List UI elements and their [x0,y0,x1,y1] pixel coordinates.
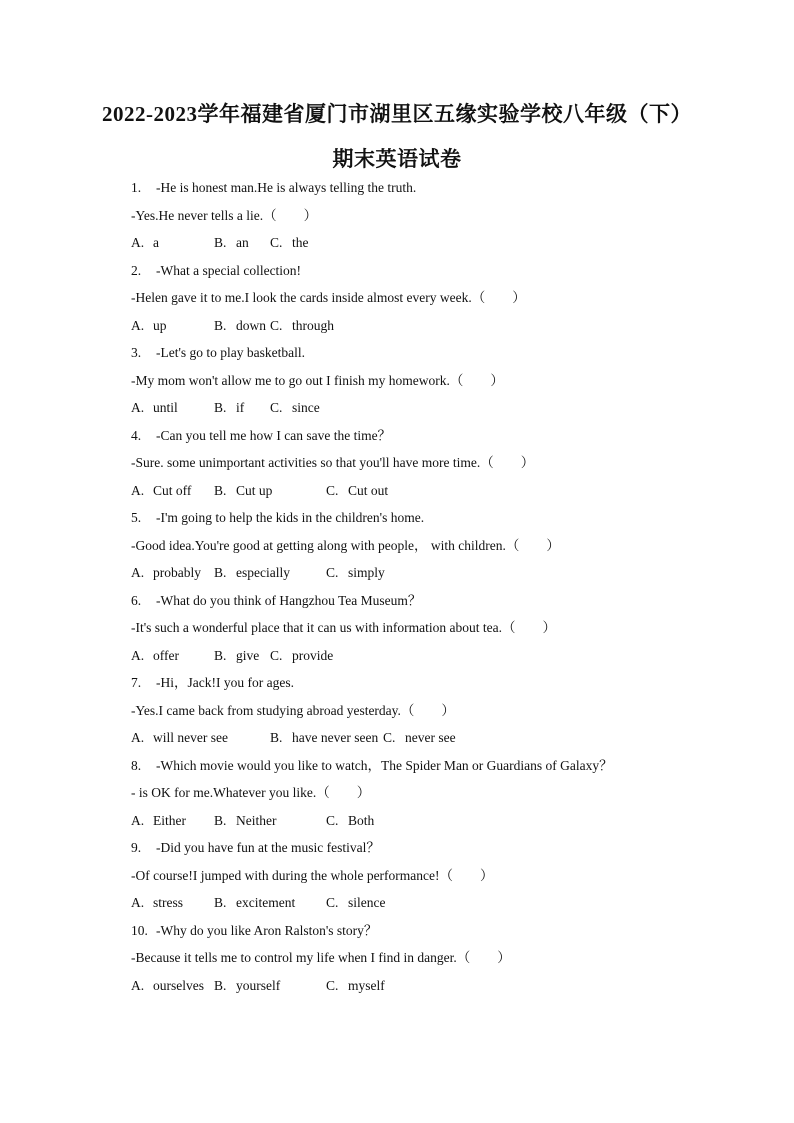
option-c[interactable] [326,813,374,829]
question-number: 9. [131,840,142,855]
option-letter: C. [326,565,339,580]
option-a[interactable] [131,565,201,581]
option-text: Cut out [348,482,389,498]
question-stem [131,593,421,609]
option-letter: A. [131,977,145,993]
option-a[interactable] [131,400,178,416]
option-text: especially [236,565,290,580]
answer-line: -Of course!I jumped with during the whole performance!（ ） [131,867,494,883]
question-text: -Did you have fun at the music festival？ [156,840,380,855]
answer-line: -Good idea.You're good at getting along with people， with children.（ ） [131,537,560,553]
question-stem [131,428,391,444]
option-c[interactable] [383,730,456,746]
option-text: the [292,235,309,250]
option-text: Cut up [236,482,273,498]
answer-line: -Helen gave it to me.I look the cards inside almost every week.（ ） [131,290,526,305]
option-b[interactable] [214,648,259,664]
option-a[interactable] [131,813,186,829]
option-c[interactable] [326,978,385,994]
option-letter: C. [270,235,283,250]
option-letter: B. [214,812,227,828]
option-text: simply [348,565,385,580]
option-text: provide [292,647,334,663]
answer-line: -Because it tells me to control my life when I find in danger.（ ） [131,950,511,965]
question-stem [131,840,380,856]
document-title: 2022-2023学年福建省厦门市湖里区五缘实验学校八年级（下） [102,102,692,126]
option-text: give [236,647,260,663]
option-text: Both [348,812,375,828]
question-number: 2. [131,262,142,278]
answer-line: -Yes.I came back from studying abroad yesterday.（ ） [131,702,455,718]
option-letter: C. [326,895,339,910]
option-text: will never see [153,730,228,745]
option-text: offer [153,647,179,663]
option-text: since [292,400,320,415]
question-number: 8. [131,757,142,773]
option-letter: C. [326,482,339,498]
option-letter: C. [270,317,283,333]
document-subtitle: 期末英语试卷 [332,147,462,171]
option-letter: A. [131,565,145,580]
option-letter: B. [214,482,227,498]
question-number: 6. [131,592,142,608]
option-letter: C. [270,647,283,663]
question-text: -I'm going to help the kids in the children's home. [156,510,425,525]
option-c[interactable] [326,565,385,581]
option-letter: B. [214,235,227,250]
answer-line: - is OK for me.Whatever you like.（ ） [131,785,371,800]
option-letter: A. [131,400,145,415]
option-a[interactable] [131,895,183,911]
option-letter: B. [214,400,227,415]
option-c[interactable] [326,483,388,499]
option-letter: A. [131,235,145,250]
option-text: stress [153,895,183,910]
option-text: probably [153,565,201,580]
option-b[interactable] [214,565,290,581]
option-b[interactable] [214,235,249,251]
option-text: ourselves [153,977,204,993]
question-text: -What do you think of Hangzhou Tea Museum？ [156,592,422,608]
option-b[interactable] [214,400,244,416]
option-text: yourself [236,977,281,993]
question-stem [131,345,305,361]
option-c[interactable] [326,895,385,911]
question-number: 1. [131,180,142,195]
option-text: up [153,317,167,333]
option-letter: A. [131,812,145,828]
option-letter: B. [214,895,227,910]
question-stem [131,675,294,691]
answer-line: -My mom won't allow me to go out I finish my homework.（ ） [131,372,504,388]
option-text: an [236,235,249,250]
option-letter: A. [131,647,145,663]
option-b[interactable] [214,813,276,829]
option-text: a [153,235,159,250]
answer-line: -It's such a wonderful place that it can us with information about tea.（ ） [131,620,556,635]
question-text: -Let's go to play basketball. [156,345,306,360]
question-stem [131,180,416,196]
question-stem [131,263,301,279]
option-b[interactable] [270,730,378,746]
question-text: -What a special collection! [156,262,302,278]
question-number: 4. [131,427,142,443]
option-a[interactable] [131,318,167,334]
option-text: Either [153,812,186,828]
question-text: -He is honest man.He is always telling the truth. [156,180,417,195]
option-text: down [236,317,266,333]
option-letter: B. [214,317,227,333]
option-text: have never seen [292,730,379,745]
question-text: -Hi，Jack!I you for ages. [156,675,294,690]
option-text: if [236,400,245,415]
question-stem [131,758,613,774]
answer-line: -Yes.He never tells a lie.（ ） [131,207,318,223]
option-letter: B. [214,565,227,580]
option-c[interactable] [270,400,320,416]
option-letter: A. [131,730,145,745]
option-text: myself [348,977,385,993]
option-c[interactable] [270,235,309,251]
option-text: Cut off [153,482,192,498]
question-number: 10. [131,922,148,938]
option-letter: A. [131,317,145,333]
option-b[interactable] [214,895,295,911]
option-text: excitement [236,895,296,910]
option-a[interactable] [131,648,179,664]
option-a[interactable] [131,978,204,994]
option-letter: A. [131,482,145,498]
option-letter: C. [270,400,283,415]
option-b[interactable] [214,318,266,334]
question-stem [131,510,424,526]
option-text: until [153,400,178,415]
option-letter: C. [383,730,396,745]
option-letter: C. [326,812,339,828]
question-text: -Why do you like Aron Ralston's story？ [156,922,378,938]
option-letter: B. [214,647,227,663]
option-letter: A. [131,895,145,910]
answer-line: -Sure. some unimportant activities so that you'll have more time.（ ） [131,455,535,470]
question-number: 5. [131,510,142,525]
option-b[interactable] [214,978,280,994]
option-a[interactable] [131,483,191,499]
option-a[interactable] [131,235,159,251]
option-text: never see [405,730,456,745]
option-letter: B. [214,977,227,993]
question-text: -Which movie would you like to watch，The Spider Man or Guardians of Galaxy？ [156,757,613,773]
question-text: -Can you tell me how I can save the time？ [156,427,392,443]
question-stem [131,923,377,939]
question-number: 3. [131,345,142,360]
option-c[interactable] [270,318,334,334]
option-text: through [292,317,334,333]
option-letter: B. [270,730,283,745]
option-a[interactable] [131,730,228,746]
option-letter: C. [326,977,339,993]
option-b[interactable] [214,483,272,499]
option-c[interactable] [270,648,333,664]
option-text: Neither [236,812,277,828]
question-number: 7. [131,675,142,690]
option-text: silence [348,895,386,910]
